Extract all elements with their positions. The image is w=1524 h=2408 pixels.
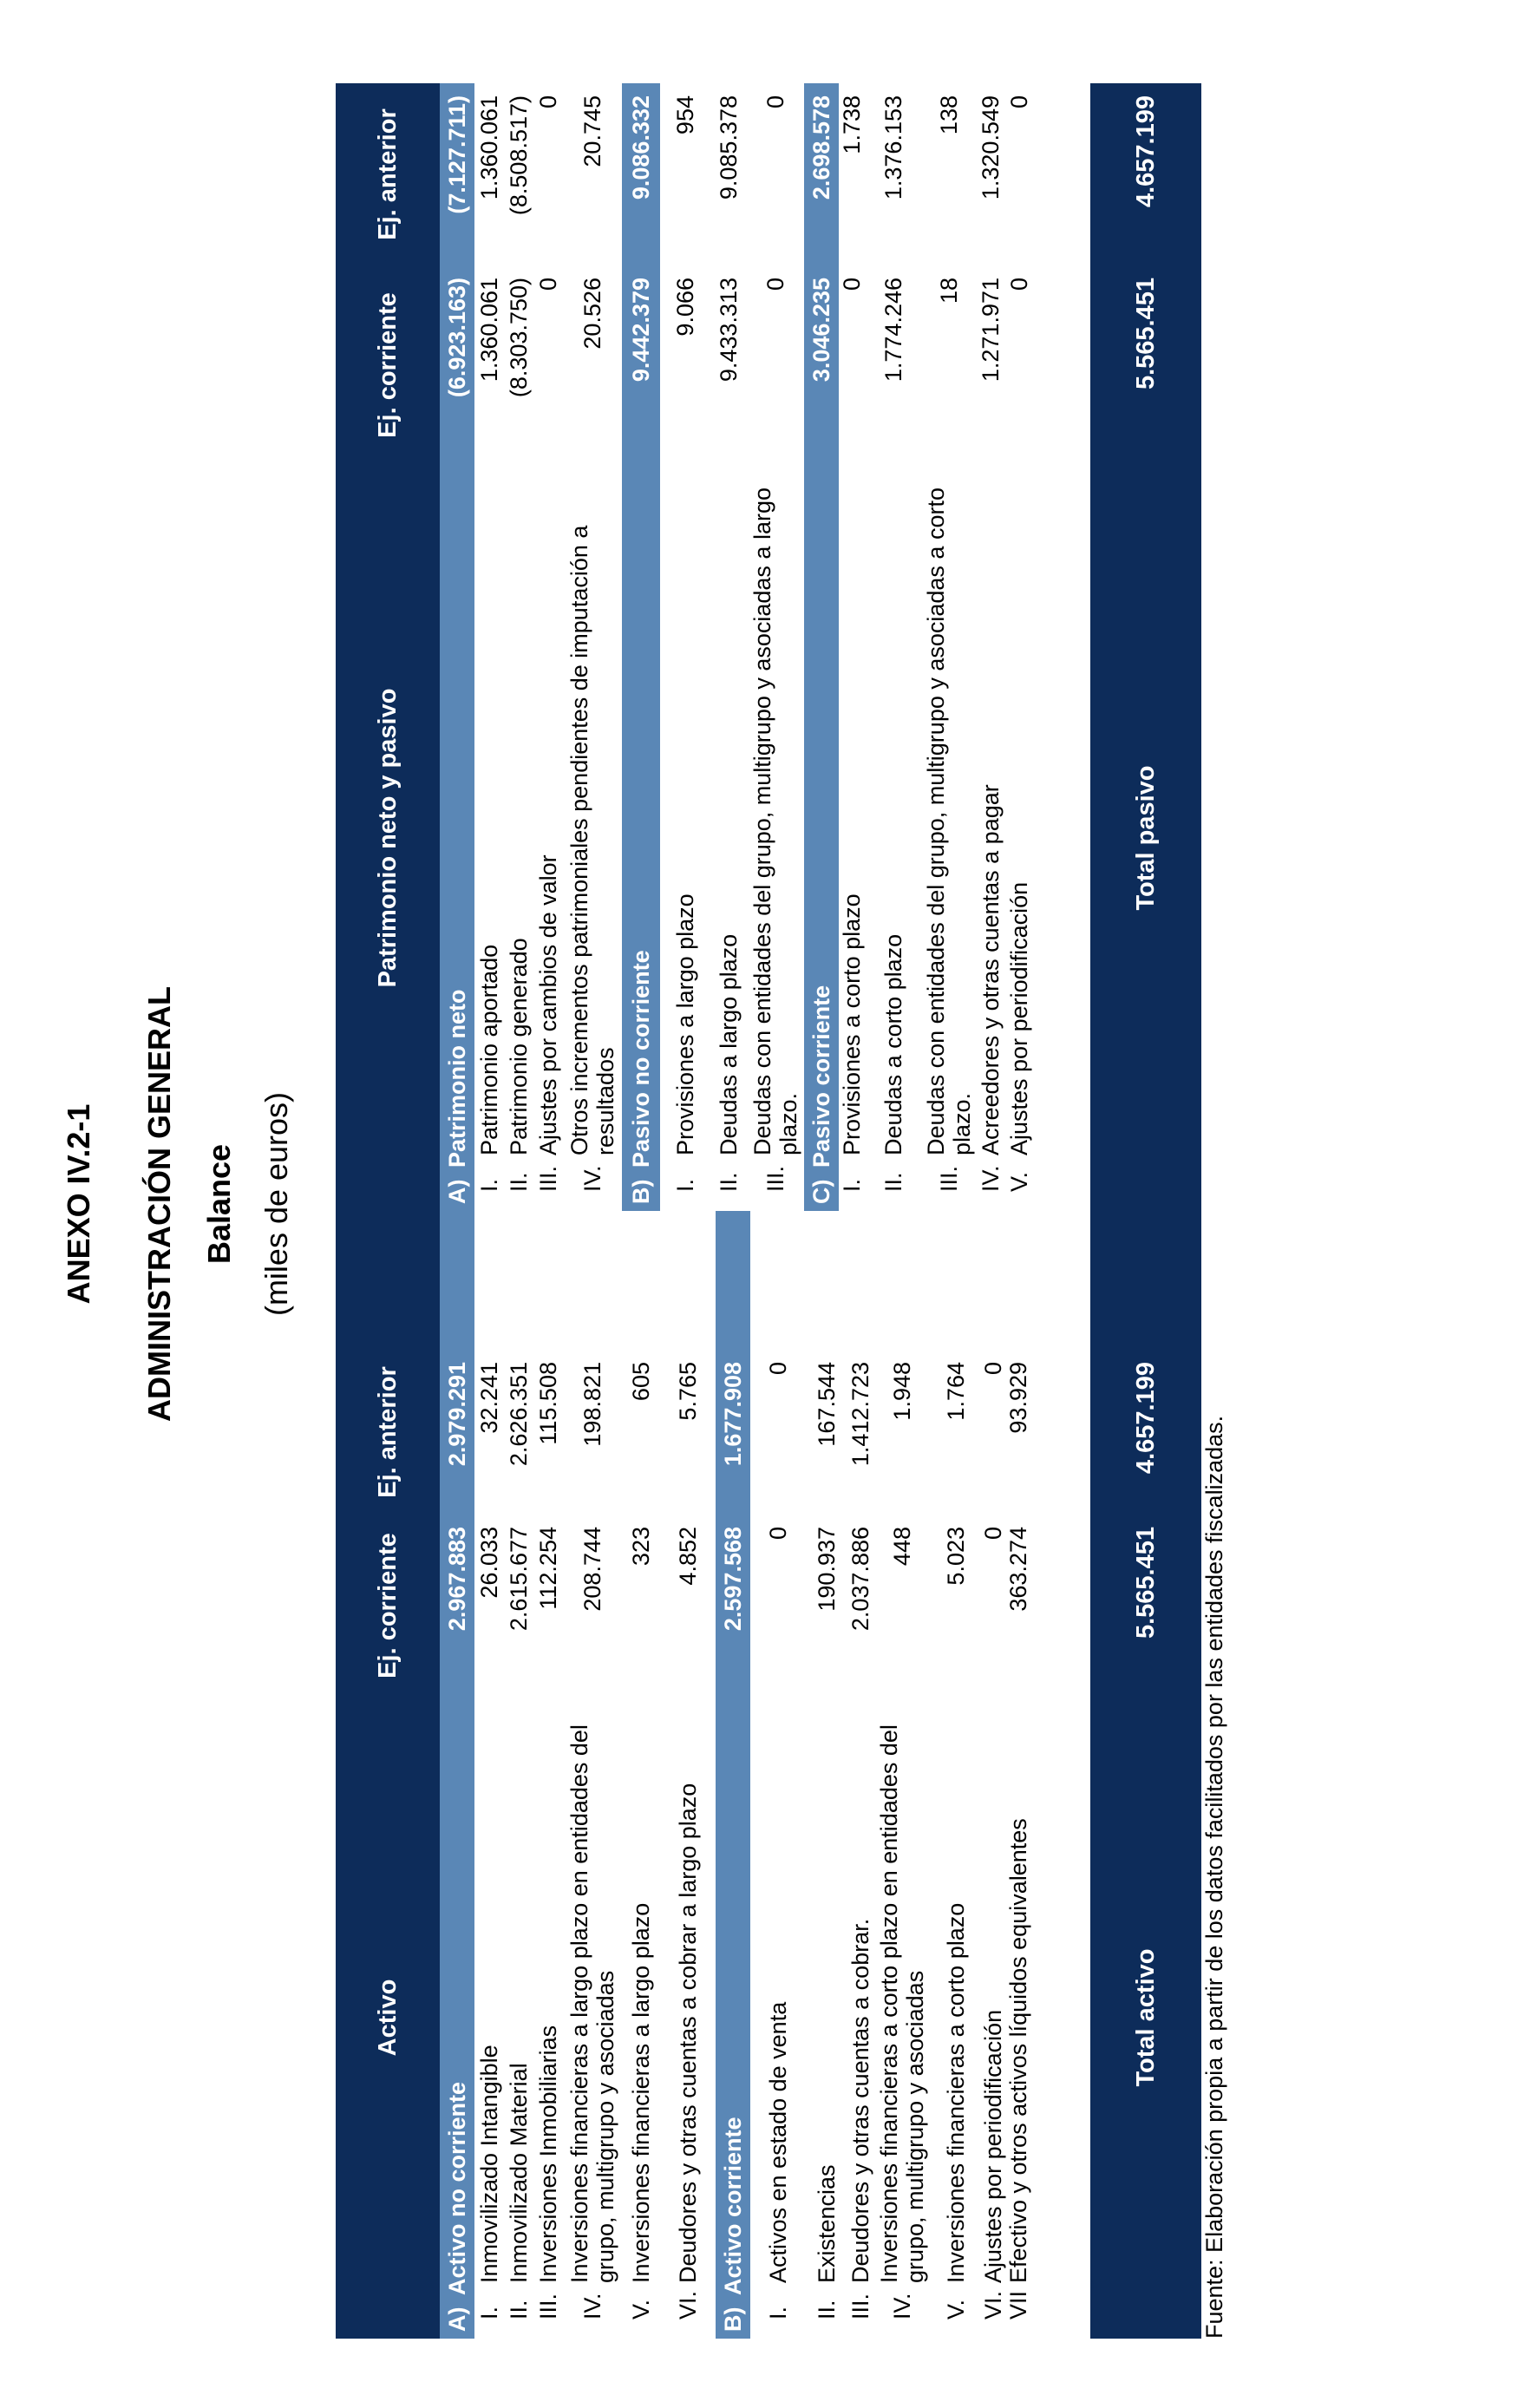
total-activo-label: Total activo (1132, 1948, 1160, 2087)
row-label (749, 465, 801, 1211)
activo-table (336, 1211, 1201, 2339)
row-current: 1.271.971 (978, 278, 1004, 383)
row-label (839, 465, 865, 1211)
row-roman: I. (672, 1178, 698, 1192)
section-label (444, 1697, 470, 2339)
row-label (1006, 465, 1032, 1211)
total-pasivo-prior: 4.657.199 (1132, 95, 1160, 208)
row-text: Inversiones financieras a corto plazo en entidades del grupo, multigrupo y asociadas (876, 1724, 928, 2283)
row-roman: II. (814, 2300, 840, 2320)
pasivo-header-row (336, 83, 440, 1211)
activo-header-label: Activo (373, 1979, 402, 2057)
row-current: 20.526 (579, 278, 605, 350)
section-current: 3.046.235 (808, 278, 834, 383)
row-text: Otros incrementos patrimoniales pendientes de imputación a resultados (566, 525, 618, 1155)
row-prior: 198.821 (579, 1362, 605, 1447)
table-row (922, 83, 976, 1211)
row-roman: VI. (675, 2290, 701, 2320)
table-row (865, 83, 922, 1211)
row-label (978, 465, 1004, 1211)
row-text: Acreedores y otras cuentas a pagar (978, 784, 1004, 1155)
row-current: 9.433.313 (716, 278, 742, 383)
section-title: Pasivo no corriente (628, 950, 654, 1168)
row-text: Deudas con entidades del grupo, multigrupo y asociadas a largo plazo. (749, 487, 801, 1155)
table-row (474, 1211, 504, 2339)
row-text: Ajustes por periodificación (980, 2009, 1006, 2283)
section-label (444, 465, 470, 1211)
table-row (710, 83, 747, 1211)
row-prior: 1.376.153 (880, 95, 906, 200)
table-row (533, 83, 563, 1211)
row-roman: I. (765, 2306, 791, 2320)
pasivo-header-label: Patrimonio neto y pasivo (373, 688, 402, 988)
row-text: Efectivo y otros activos líquidos equivalentes (1005, 1818, 1031, 2283)
row-label (506, 1697, 532, 2339)
row-prior: 5.765 (675, 1362, 701, 1421)
row-text: Provisiones a largo plazo (672, 893, 698, 1155)
row-prior: 20.745 (579, 95, 605, 167)
row-label (535, 1697, 561, 2339)
pasivo-header-current: Ej. corriente (373, 292, 402, 438)
source-footnote: Fuente: Elaboración propia a partir de los datos facilitados por las entidades fiscalizadas. (1201, 1415, 1227, 2339)
total-pasivo-label: Total pasivo (1132, 765, 1160, 911)
table-row (750, 1211, 806, 2339)
row-roman: II. (506, 1172, 532, 1192)
row-prior: 1.412.723 (847, 1362, 873, 1467)
row-label (943, 1697, 969, 2339)
row-text: Inversiones financieras a corto plazo (943, 1902, 969, 2283)
row-current: 0 (1006, 278, 1032, 291)
section-row (440, 83, 474, 1211)
row-current: 448 (889, 1527, 915, 1567)
row-roman: I. (476, 2306, 502, 2320)
section-label (628, 465, 654, 1211)
row-current: 323 (628, 1527, 654, 1567)
row-current: 0 (980, 1527, 1006, 1541)
row-label (628, 1697, 654, 2339)
row-prior: 0 (1006, 95, 1032, 109)
row-label (847, 1697, 873, 2339)
row-label (672, 465, 698, 1211)
row-prior: 0 (980, 1362, 1006, 1376)
total-activo-prior: 4.657.199 (1132, 1362, 1160, 1475)
table-row (660, 83, 710, 1211)
section-prior: 9.086.332 (628, 95, 654, 200)
row-roman: V. (1006, 1171, 1032, 1192)
activo-header-row (336, 1211, 440, 2339)
row-text: Inmovilizado Intangible (476, 2045, 502, 2283)
row-roman: III. (535, 2293, 561, 2320)
row-label (765, 1697, 791, 2339)
section-row (716, 1211, 750, 2339)
row-prior: 138 (936, 95, 962, 135)
row-label (535, 465, 561, 1211)
row-prior: 93.929 (1005, 1362, 1031, 1434)
row-current: 26.033 (476, 1527, 502, 1599)
section-letter: A) (444, 2307, 470, 2332)
row-text: Patrimonio generado (506, 938, 532, 1155)
table-row (806, 1211, 847, 2339)
row-current: 1.774.246 (880, 278, 906, 383)
row-roman: VI. (980, 2290, 1006, 2320)
row-prior: 2.626.351 (506, 1362, 532, 1467)
row-label (566, 1697, 618, 2339)
row-text: Deudas a corto plazo (880, 933, 906, 1155)
section-prior: 1.677.908 (720, 1362, 746, 1467)
section-current: (6.923.163) (444, 278, 470, 398)
activo-header-prior: Ej. anterior (373, 1366, 402, 1498)
row-current: 190.937 (814, 1527, 840, 1612)
table-row (504, 1211, 533, 2339)
row-current: 4.852 (675, 1527, 701, 1586)
total-pasivo-current: 5.565.451 (1132, 278, 1160, 390)
row-current: 18 (936, 278, 962, 304)
section-prior: (7.127.711) (444, 95, 470, 214)
row-prior: 9.085.378 (716, 95, 742, 200)
section-label (720, 1697, 746, 2339)
table-row (931, 1211, 981, 2339)
row-prior: 32.241 (476, 1362, 502, 1434)
row-current: (8.303.750) (506, 278, 532, 398)
row-roman: III. (535, 1165, 561, 1192)
row-roman: III. (847, 2293, 873, 2320)
row-roman: IV. (978, 1165, 1004, 1192)
row-current: 208.744 (579, 1527, 605, 1612)
section-label (808, 465, 834, 1211)
table-row (474, 83, 504, 1211)
row-roman: IV. (889, 2293, 915, 2320)
table-row (1005, 83, 1033, 1211)
row-label (506, 465, 532, 1211)
row-roman: VII (1005, 2290, 1031, 2320)
section-letter: B) (628, 1179, 654, 1204)
row-current: 9.066 (672, 278, 698, 337)
table-row (563, 1211, 622, 2339)
row-label (716, 465, 742, 1211)
row-current: 5.023 (943, 1527, 969, 1586)
total-activo-current: 5.565.451 (1132, 1527, 1160, 1639)
row-roman: III. (762, 1165, 788, 1192)
row-roman: I. (476, 1178, 502, 1192)
section-current: 2.597.568 (720, 1527, 746, 1632)
row-roman: II. (880, 1172, 906, 1192)
row-prior: 1.738 (839, 95, 865, 154)
total-pasivo-row (1090, 83, 1201, 1211)
row-current: 112.254 (535, 1527, 561, 1610)
section-title: Activo no corriente (444, 2081, 470, 2295)
total-activo-row (1090, 1211, 1201, 2339)
row-text: Deudores y otras cuentas a cobrar. (847, 1918, 873, 2283)
activo-header-current: Ej. corriente (373, 1533, 402, 1678)
row-label (980, 1697, 1006, 2339)
row-label (1005, 1697, 1031, 2339)
pasivo-table (336, 83, 1201, 1211)
row-text: Deudas a largo plazo (716, 933, 742, 1155)
section-row (804, 83, 839, 1211)
section-letter: C) (808, 1179, 834, 1204)
row-prior: 167.544 (814, 1362, 840, 1447)
row-roman: V. (943, 2299, 969, 2320)
statement-title: Balance (201, 1143, 237, 1265)
row-text: Inversiones financieras a largo plazo en entidades del grupo, multigrupo y asociadas (566, 1724, 618, 2283)
row-roman: IV. (579, 2293, 605, 2320)
row-current: 0 (765, 1527, 791, 1541)
row-label (476, 465, 502, 1211)
row-roman: II. (716, 1172, 742, 1192)
row-roman: V. (628, 2299, 654, 2320)
row-label (814, 1697, 840, 2339)
row-label (675, 1697, 701, 2339)
row-text: Ajustes por periodificación (1006, 881, 1032, 1155)
table-row (563, 83, 622, 1211)
row-current: 0 (839, 278, 865, 291)
row-roman: II. (506, 2300, 532, 2320)
table-row (533, 1211, 563, 2339)
row-current: 0 (762, 278, 788, 291)
section-letter: B) (720, 2307, 746, 2332)
row-current: 0 (535, 278, 561, 291)
pasivo-header-prior: Ej. anterior (373, 108, 402, 240)
row-current: 363.274 (1005, 1527, 1031, 1612)
section-current: 2.967.883 (444, 1527, 470, 1632)
row-text: Inversiones financieras a largo plazo (628, 1902, 654, 2283)
row-text: Provisiones a corto plazo (839, 893, 865, 1155)
table-row (1005, 1211, 1031, 2339)
section-title: Patrimonio neto (444, 989, 470, 1168)
table-row (622, 1211, 660, 2339)
row-prior: 1.320.549 (978, 95, 1004, 200)
table-row (504, 83, 533, 1211)
table-row (873, 1211, 931, 2339)
table-row (976, 83, 1005, 1211)
row-current: 2.037.886 (847, 1527, 873, 1632)
table-row (747, 83, 804, 1211)
annex-title: ANEXO IV.2-1 (61, 1103, 96, 1305)
section-row (622, 83, 660, 1211)
row-label (476, 1697, 502, 2339)
table-row (981, 1211, 1005, 2339)
table-row (660, 1211, 716, 2339)
row-current: 2.615.677 (506, 1527, 532, 1632)
row-prior: 1.360.061 (476, 95, 502, 200)
unit-label: (miles de euros) (258, 1091, 294, 1317)
row-prior: 1.948 (889, 1362, 915, 1421)
row-label (923, 465, 975, 1211)
row-prior: 115.508 (535, 1362, 561, 1445)
row-prior: 954 (672, 95, 698, 135)
row-text: Deudores y otras cuentas a cobrar a largo plazo (675, 1783, 701, 2283)
row-text: Deudas con entidades del grupo, multigrupo y asociadas a corto plazo. (923, 487, 975, 1155)
row-prior: 0 (762, 95, 788, 109)
row-text: Patrimonio aportado (476, 944, 502, 1155)
section-letter: A) (444, 1179, 470, 1204)
row-text: Existencias (814, 2164, 840, 2283)
section-current: 9.442.379 (628, 278, 654, 383)
section-prior: 2.979.291 (444, 1362, 470, 1467)
organization-title: ADMINISTRACIÓN GENERAL (141, 986, 177, 1422)
row-prior: 0 (765, 1362, 791, 1376)
section-prior: 2.698.578 (808, 95, 834, 200)
table-row (847, 1211, 873, 2339)
table-row (839, 83, 865, 1211)
row-text: Activos en estado de venta (765, 2001, 791, 2283)
section-row (440, 1211, 474, 2339)
section-title: Activo corriente (720, 2117, 746, 2295)
row-text: Inversiones Inmobiliarias (535, 2025, 561, 2283)
row-prior: 605 (628, 1362, 654, 1402)
row-prior: 1.764 (943, 1362, 969, 1421)
row-roman: III. (936, 1165, 962, 1192)
row-current: 1.360.061 (476, 278, 502, 383)
section-title: Pasivo corriente (808, 985, 834, 1168)
row-roman: IV. (579, 1165, 605, 1192)
row-prior: 0 (535, 95, 561, 109)
row-label (880, 465, 906, 1211)
row-prior: (8.508.517) (506, 95, 532, 216)
row-text: Ajustes por cambios de valor (535, 854, 561, 1155)
row-label (566, 465, 618, 1211)
row-label (876, 1697, 928, 2339)
row-roman: I. (839, 1178, 865, 1192)
row-text: Inmovilizado Material (506, 2063, 532, 2283)
